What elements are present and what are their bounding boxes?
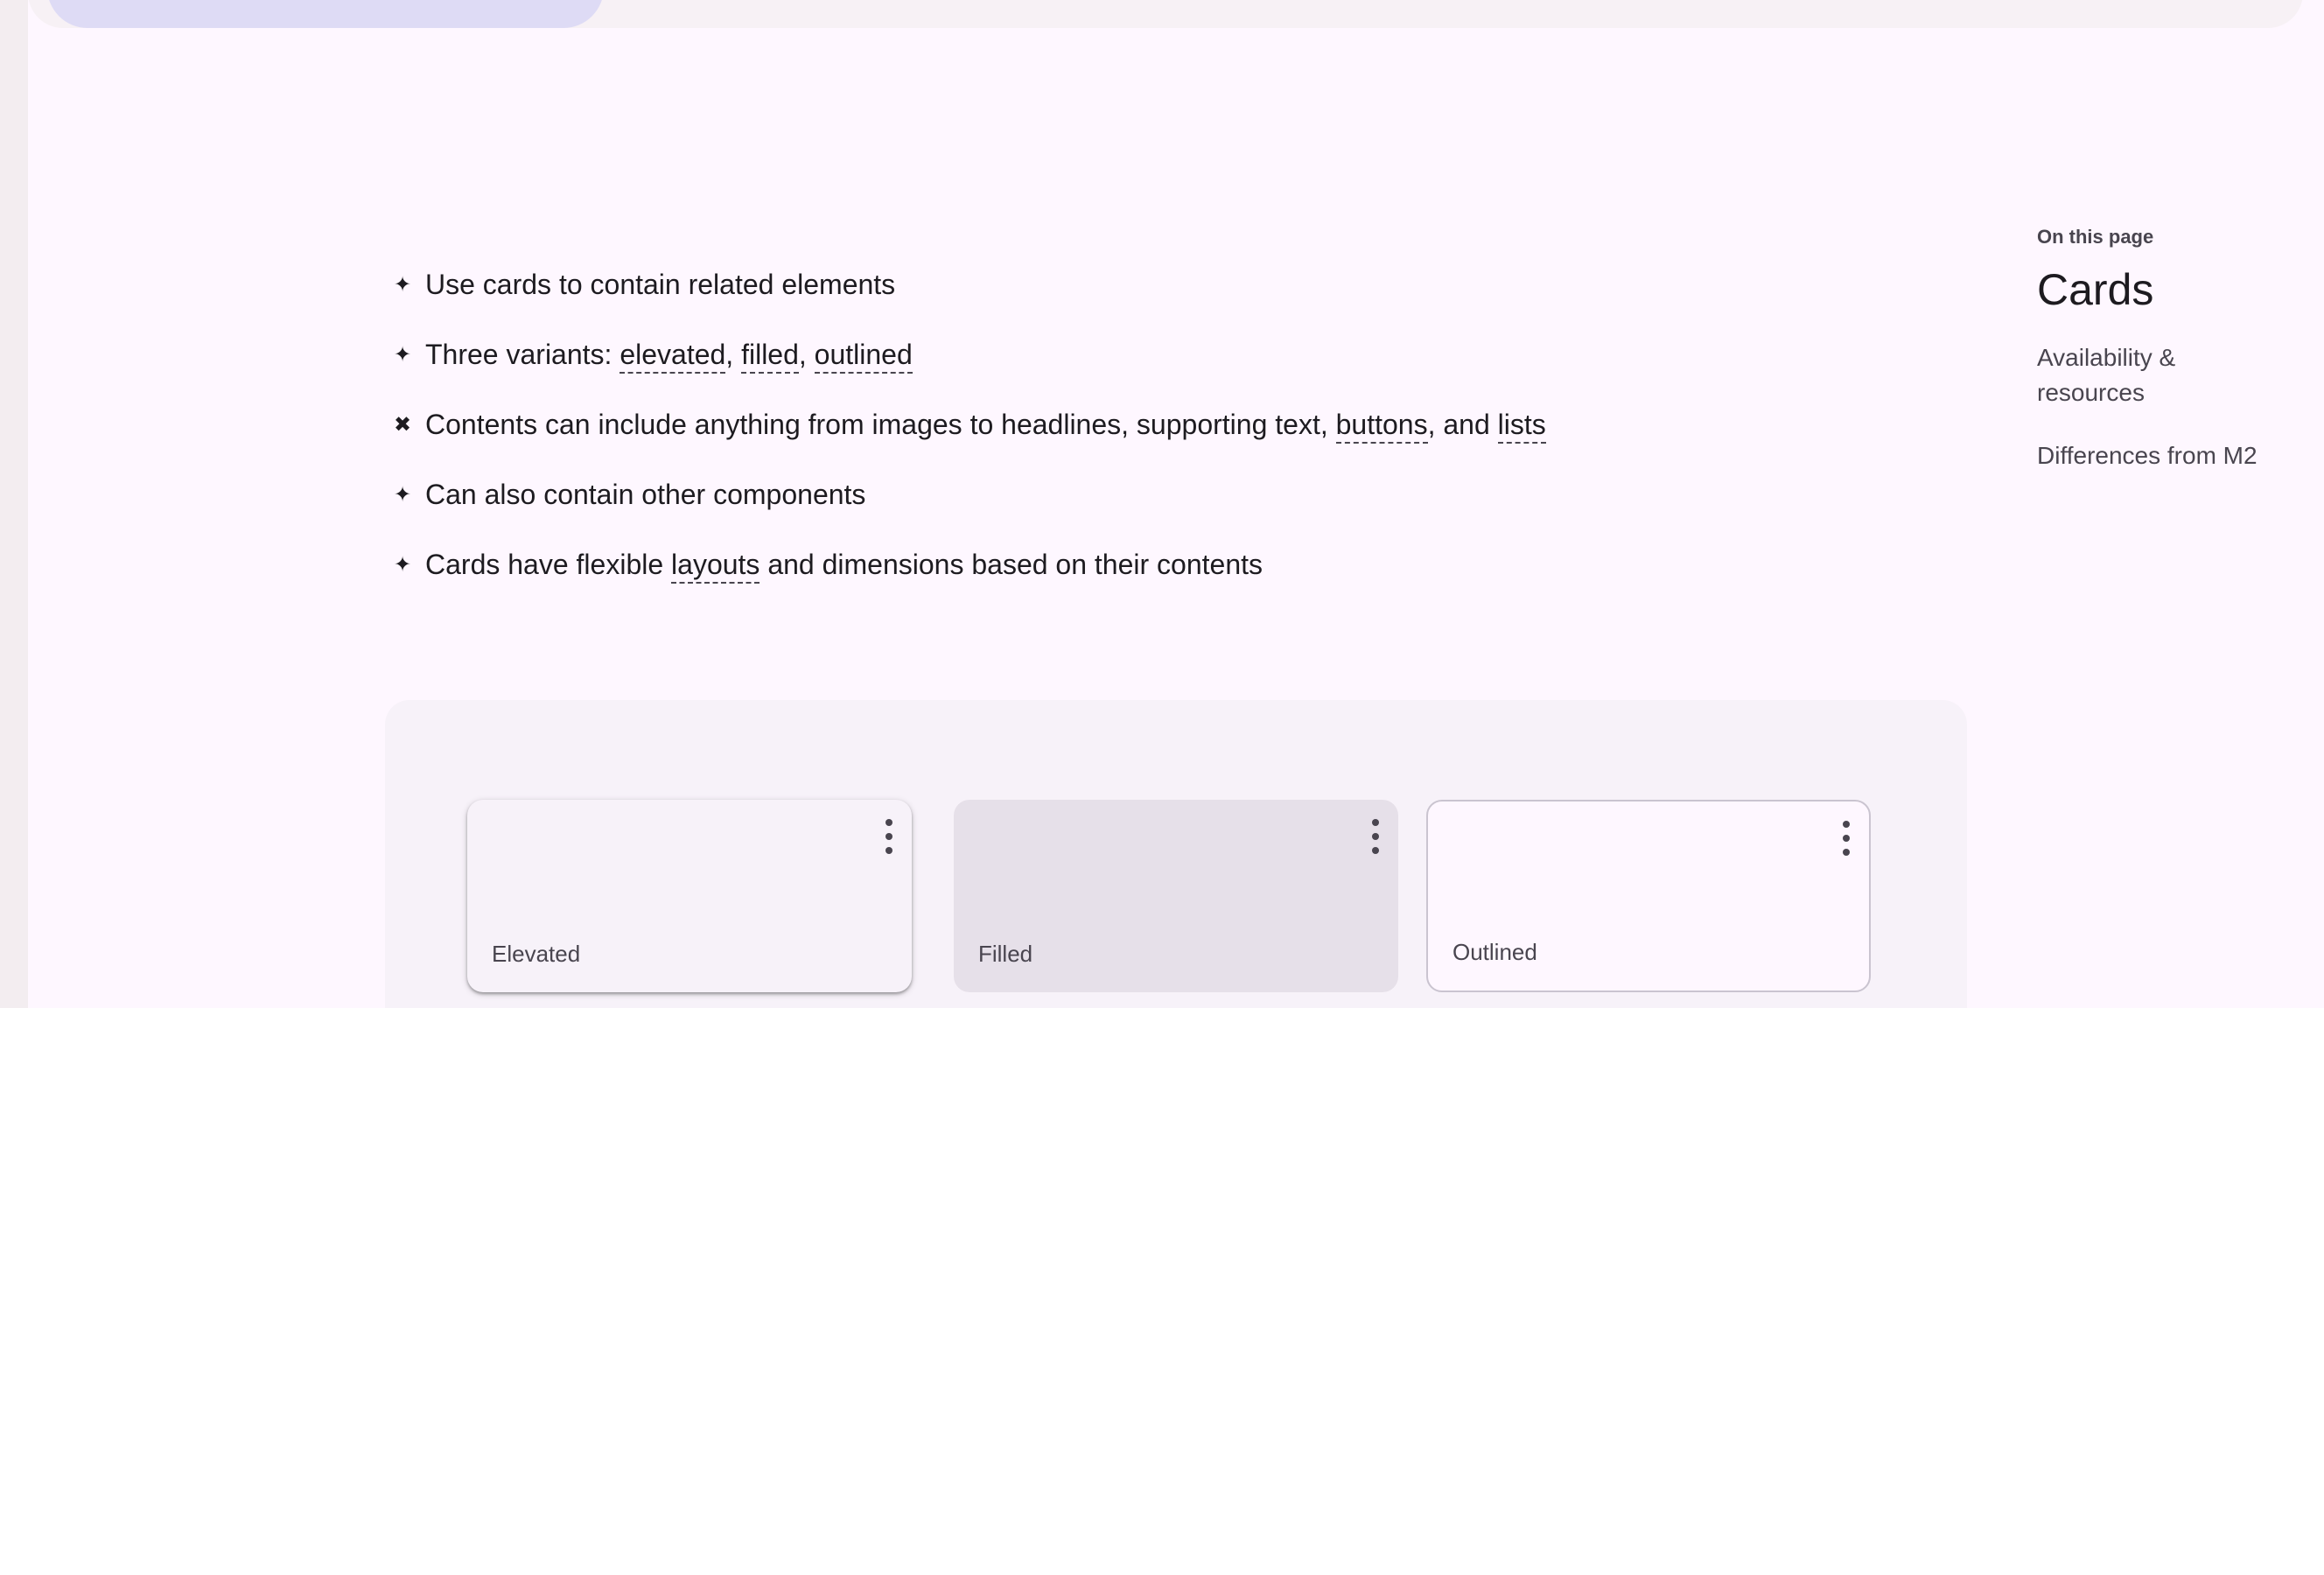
glossary-link-elevated[interactable]: elevated xyxy=(620,339,725,374)
menu-dot xyxy=(1843,849,1850,856)
bullet-text-segment: Three variants: xyxy=(425,338,620,370)
glossary-link-lists[interactable]: lists xyxy=(1498,409,1546,444)
bullet-text-segment: , and xyxy=(1427,408,1498,440)
more-vert-icon[interactable] xyxy=(1365,819,1386,854)
star-icon: ✦ xyxy=(394,552,412,577)
card-label: Elevated xyxy=(492,941,581,967)
elevated-card[interactable] xyxy=(467,800,912,992)
menu-dot xyxy=(1372,847,1379,854)
sparkle-icon: ✦ xyxy=(394,482,412,507)
sparkle-icon: ✦ xyxy=(394,342,412,367)
key-points-list xyxy=(394,249,1546,599)
bullet-text-segment: Can also contain other components xyxy=(425,478,866,510)
bullet-text xyxy=(425,409,1546,441)
glossary-link-buttons[interactable]: buttons xyxy=(1336,409,1428,444)
more-vert-icon[interactable] xyxy=(878,819,900,854)
bullet-text-segment: Cards have flexible xyxy=(425,548,672,580)
bullet-text xyxy=(425,269,895,301)
list-item xyxy=(394,319,1546,389)
card-label: Filled xyxy=(978,941,1033,967)
bullet-text-segment: , xyxy=(798,338,815,370)
active-nav-pill[interactable] xyxy=(47,0,604,28)
list-item xyxy=(394,459,1546,529)
toc-link-differences[interactable]: Differences from M2 xyxy=(2037,442,2258,469)
menu-dot xyxy=(1843,821,1850,828)
menu-dot xyxy=(886,847,892,854)
menu-dot xyxy=(1372,833,1379,840)
glossary-link-layouts[interactable]: layouts xyxy=(671,549,760,584)
glossary-link-filled[interactable]: filled xyxy=(741,339,799,374)
close-star-icon: ✖ xyxy=(394,412,412,437)
more-vert-icon[interactable] xyxy=(1836,821,1857,856)
bullet-text xyxy=(425,549,1263,581)
menu-dot xyxy=(886,819,892,826)
filled-card[interactable] xyxy=(954,800,1398,992)
bullet-text xyxy=(425,339,913,371)
bullet-text-segment: Contents can include anything from images to headlines, supporting text, xyxy=(425,408,1336,440)
card-label: Outlined xyxy=(1452,939,1537,965)
menu-dot xyxy=(886,833,892,840)
toc-link-availability[interactable]: Availability & resources xyxy=(2037,344,2176,406)
glossary-link-outlined[interactable]: outlined xyxy=(815,339,913,374)
bullet-text-segment: , xyxy=(725,338,742,370)
list-item xyxy=(394,249,1546,319)
table-of-contents xyxy=(2037,226,2264,501)
bullet-text-segment: and dimensions based on their contents xyxy=(760,548,1264,580)
outlined-card[interactable] xyxy=(1426,800,1871,992)
bullet-text xyxy=(425,479,865,511)
star-icon: ✦ xyxy=(394,272,412,297)
toc-current-page-title[interactable]: Cards xyxy=(2037,265,2154,314)
navigation-rail xyxy=(0,0,28,1008)
menu-dot xyxy=(1372,819,1379,826)
card-variants-demo xyxy=(385,700,1967,1008)
list-item xyxy=(394,389,1546,459)
bullet-text-segment: Use cards to contain related elements xyxy=(425,268,896,300)
toc-heading: On this page xyxy=(2037,226,2154,248)
menu-dot xyxy=(1843,835,1850,842)
list-item xyxy=(394,529,1546,599)
